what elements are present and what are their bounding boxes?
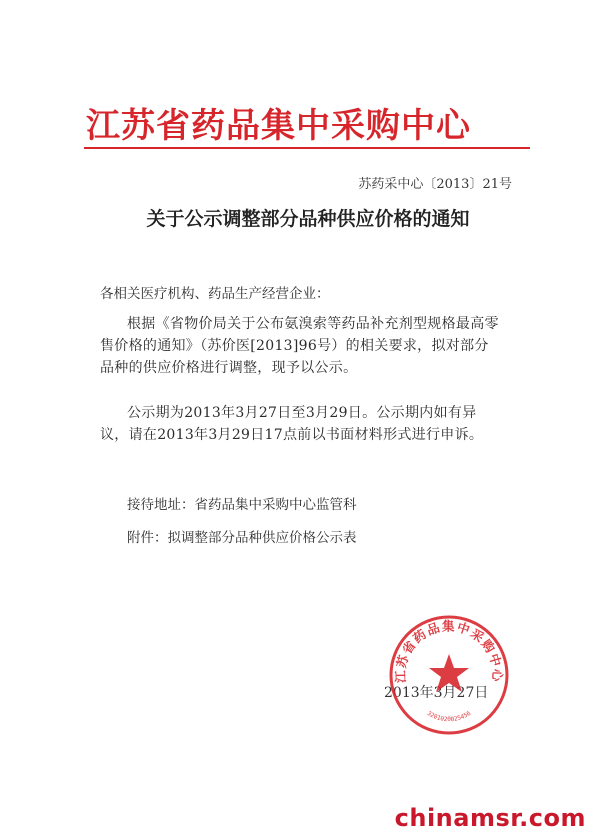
star-icon <box>429 654 469 692</box>
salutation: 各相关医疗机构、药品生产经营企业： <box>100 286 330 302</box>
svg-text:江苏省药品集中采购中心: 江苏省药品集中采购中心 <box>392 618 506 684</box>
document-title: 关于公示调整部分品种供应价格的通知 <box>146 208 470 230</box>
document-number: 苏药采中心〔2013〕21号 <box>358 177 512 192</box>
attachment-line: 附件：拟调整部分品种供应价格公示表 <box>127 530 357 546</box>
org-header: 江苏省药品集中采购中心 <box>86 106 471 146</box>
red-divider <box>84 147 530 149</box>
issue-date: 2013年3月27日 <box>384 685 489 701</box>
svg-text:3201020025456: 3201020025456 <box>425 709 473 724</box>
official-seal <box>386 612 512 738</box>
contact-address: 接待地址：省药品集中采购中心监管科 <box>127 497 357 513</box>
site-watermark: chinamsr.com <box>394 804 586 832</box>
body-paragraph-basis: 根据《省物价局关于公布氨溴索等药品补充剂型规格最高零售价格的通知》（苏价医[2013]96号）的相关要求，拟对部分品种的供应价格进行调整，现予以公示。 <box>100 316 499 376</box>
body-paragraph-period: 公示期为2013年3月27日至3月29日。公示期内如有异议，请在2013年3月29日17点前以书面材料形式进行申诉。 <box>100 405 484 443</box>
